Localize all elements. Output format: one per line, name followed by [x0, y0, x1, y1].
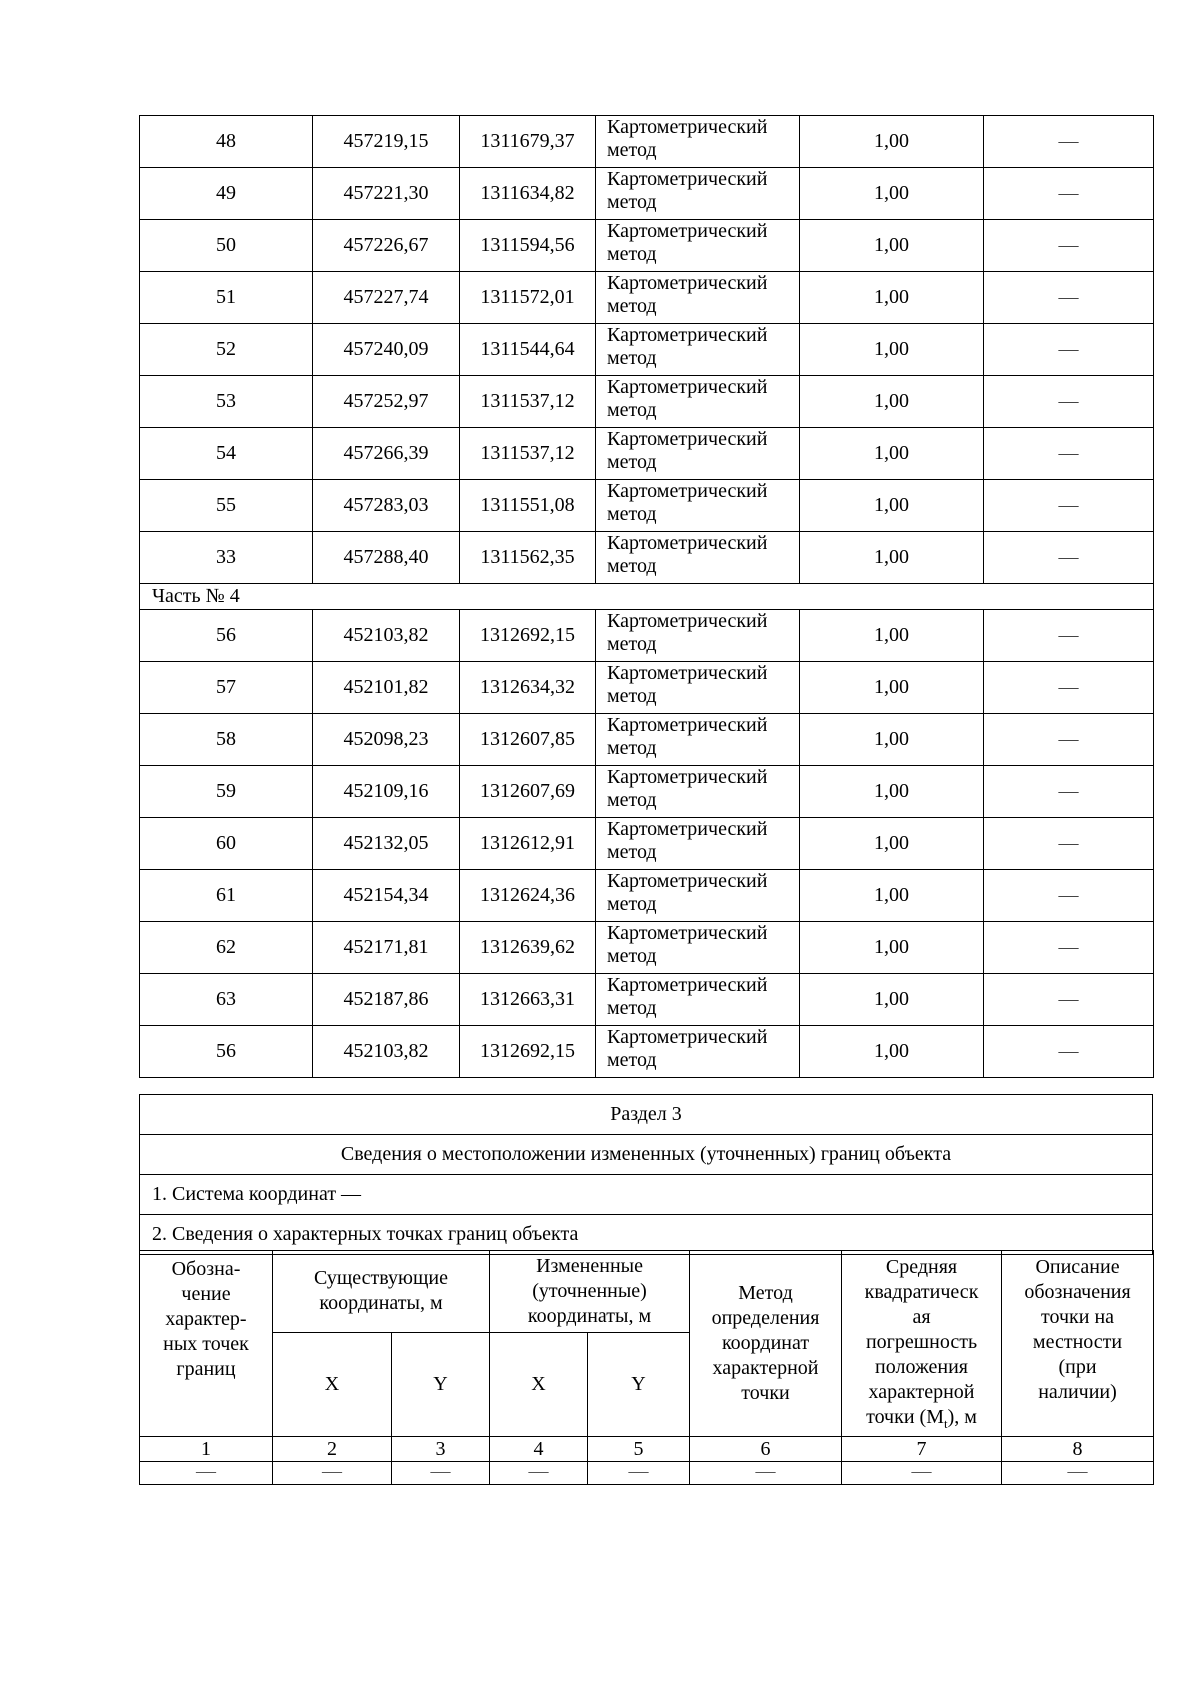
description-cell: —	[984, 1026, 1154, 1078]
accuracy-cell: 1,00	[800, 818, 984, 870]
empty-cell: —	[273, 1462, 392, 1485]
empty-cell: —	[140, 1462, 273, 1485]
method-cell: Картометрический метод	[596, 324, 800, 376]
y-coordinate-cell: 1311634,82	[460, 168, 596, 220]
description-cell: —	[984, 870, 1154, 922]
column-number: 1	[140, 1437, 273, 1462]
table-row	[140, 272, 1154, 324]
accuracy-cell: 1,00	[800, 324, 984, 376]
method-cell: Картометрический метод	[596, 272, 800, 324]
x-coordinate-cell: 452109,16	[313, 766, 460, 818]
method-cell: Картометрический метод	[596, 376, 800, 428]
header-description: Описание обозначения точки на местности (при наличии)	[1002, 1251, 1154, 1437]
y-coordinate-cell: 1311551,08	[460, 480, 596, 532]
accuracy-cell: 1,00	[800, 610, 984, 662]
x-coordinate-cell: 457288,40	[313, 532, 460, 584]
x-coordinate-cell: 457226,67	[313, 220, 460, 272]
x-coordinate-cell: 457266,39	[313, 428, 460, 480]
x-coordinate-cell: 452132,05	[313, 818, 460, 870]
description-cell: —	[984, 480, 1154, 532]
header-changed-y: Y	[588, 1332, 690, 1437]
points-heading: 2. Сведения о характерных точках границ объекта	[140, 1215, 1153, 1255]
description-cell: —	[984, 662, 1154, 714]
y-coordinate-cell: 1311537,12	[460, 376, 596, 428]
header-existing-y: Y	[392, 1332, 490, 1437]
accuracy-cell: 1,00	[800, 974, 984, 1026]
description-cell: —	[984, 220, 1154, 272]
method-cell: Картометрический метод	[596, 1026, 800, 1078]
table-row	[140, 324, 1154, 376]
description-cell: —	[984, 766, 1154, 818]
accuracy-cell: 1,00	[800, 714, 984, 766]
y-coordinate-cell: 1311562,35	[460, 532, 596, 584]
x-coordinate-cell: 452171,81	[313, 922, 460, 974]
section3-title: Раздел 3	[140, 1095, 1153, 1135]
point-number-cell: 49	[140, 168, 313, 220]
method-cell: Картометрический метод	[596, 610, 800, 662]
table-row	[140, 922, 1154, 974]
column-number: 5	[588, 1437, 690, 1462]
table-row	[140, 766, 1154, 818]
description-cell: —	[984, 532, 1154, 584]
point-number-cell: 53	[140, 376, 313, 428]
method-cell: Картометрический метод	[596, 220, 800, 272]
accuracy-cell: 1,00	[800, 376, 984, 428]
header-designation: Обозна- чение характер- ных точек границ	[140, 1251, 273, 1437]
header-method: Метод определения координат характерной точки	[690, 1251, 842, 1437]
y-coordinate-cell: 1311679,37	[460, 116, 596, 168]
table-row	[140, 974, 1154, 1026]
description-cell: —	[984, 428, 1154, 480]
point-number-cell: 60	[140, 818, 313, 870]
section3-subtitle: Сведения о местоположении измененных (уточненных) границ объекта	[140, 1135, 1153, 1175]
y-coordinate-cell: 1312607,85	[460, 714, 596, 766]
empty-cell: —	[490, 1462, 588, 1485]
point-number-cell: 56	[140, 610, 313, 662]
accuracy-cell: 1,00	[800, 428, 984, 480]
accuracy-cell: 1,00	[800, 532, 984, 584]
column-number: 2	[273, 1437, 392, 1462]
accuracy-cell: 1,00	[800, 116, 984, 168]
point-number-cell: 57	[140, 662, 313, 714]
method-cell: Картометрический метод	[596, 428, 800, 480]
y-coordinate-cell: 1311544,64	[460, 324, 596, 376]
header-accuracy	[842, 1251, 1002, 1437]
x-coordinate-cell: 457240,09	[313, 324, 460, 376]
point-number-cell: 56	[140, 1026, 313, 1078]
table-row	[140, 116, 1154, 168]
table-row	[140, 376, 1154, 428]
x-coordinate-cell: 457227,74	[313, 272, 460, 324]
description-cell: —	[984, 974, 1154, 1026]
method-cell: Картометрический метод	[596, 662, 800, 714]
y-coordinate-cell: 1312634,32	[460, 662, 596, 714]
description-cell: —	[984, 168, 1154, 220]
point-number-cell: 48	[140, 116, 313, 168]
accuracy-cell: 1,00	[800, 766, 984, 818]
x-coordinate-cell: 452098,23	[313, 714, 460, 766]
point-number-cell: 55	[140, 480, 313, 532]
empty-cell: —	[1002, 1462, 1154, 1485]
column-number: 4	[490, 1437, 588, 1462]
header-existing-x: X	[273, 1332, 392, 1437]
y-coordinate-cell: 1312612,91	[460, 818, 596, 870]
empty-cell: —	[392, 1462, 490, 1485]
method-cell: Картометрический метод	[596, 116, 800, 168]
y-coordinate-cell: 1311572,01	[460, 272, 596, 324]
method-cell: Картометрический метод	[596, 480, 800, 532]
empty-cell: —	[842, 1462, 1002, 1485]
y-coordinate-cell: 1312607,69	[460, 766, 596, 818]
point-number-cell: 52	[140, 324, 313, 376]
x-coordinate-cell: 457283,03	[313, 480, 460, 532]
header-changed: Измененные (уточненные) координаты, м	[490, 1251, 690, 1333]
column-number: 8	[1002, 1437, 1154, 1462]
header-changed-x: X	[490, 1332, 588, 1437]
accuracy-cell: 1,00	[800, 480, 984, 532]
method-cell: Картометрический метод	[596, 818, 800, 870]
y-coordinate-cell: 1312692,15	[460, 1026, 596, 1078]
column-numbers-row	[140, 1437, 1154, 1462]
accuracy-cell: 1,00	[800, 220, 984, 272]
description-cell: —	[984, 376, 1154, 428]
point-number-cell: 50	[140, 220, 313, 272]
x-coordinate-cell: 457219,15	[313, 116, 460, 168]
method-cell: Картометрический метод	[596, 974, 800, 1026]
point-number-cell: 51	[140, 272, 313, 324]
point-number-cell: 58	[140, 714, 313, 766]
point-number-cell: 33	[140, 532, 313, 584]
x-coordinate-cell: 457221,30	[313, 168, 460, 220]
description-cell: —	[984, 116, 1154, 168]
header-existing: Существующие координаты, м	[273, 1251, 490, 1333]
accuracy-cell: 1,00	[800, 662, 984, 714]
x-coordinate-cell: 452103,82	[313, 1026, 460, 1078]
accuracy-cell: 1,00	[800, 168, 984, 220]
y-coordinate-cell: 1312624,36	[460, 870, 596, 922]
method-cell: Картометрический метод	[596, 922, 800, 974]
accuracy-cell: 1,00	[800, 922, 984, 974]
method-cell: Картометрический метод	[596, 532, 800, 584]
accuracy-cell: 1,00	[800, 272, 984, 324]
x-coordinate-cell: 457252,97	[313, 376, 460, 428]
table-row	[140, 870, 1154, 922]
method-cell: Картометрический метод	[596, 168, 800, 220]
description-cell: —	[984, 922, 1154, 974]
method-cell: Картометрический метод	[596, 766, 800, 818]
y-coordinate-cell: 1311594,56	[460, 220, 596, 272]
table-row	[140, 662, 1154, 714]
part-heading-row	[140, 584, 1154, 610]
table-row	[140, 428, 1154, 480]
empty-cell: —	[588, 1462, 690, 1485]
table-row	[140, 1026, 1154, 1078]
point-number-cell: 62	[140, 922, 313, 974]
table-row	[140, 818, 1154, 870]
header-accuracy-unit: ), м	[947, 1406, 977, 1428]
coordinates-table	[139, 115, 1154, 1078]
empty-data-row	[140, 1462, 1154, 1485]
point-number-cell: 61	[140, 870, 313, 922]
table-row	[140, 480, 1154, 532]
description-cell: —	[984, 714, 1154, 766]
x-coordinate-cell: 452187,86	[313, 974, 460, 1026]
table-row	[140, 220, 1154, 272]
column-number: 7	[842, 1437, 1002, 1462]
accuracy-cell: 1,00	[800, 1026, 984, 1078]
y-coordinate-cell: 1312639,62	[460, 922, 596, 974]
table-row	[140, 714, 1154, 766]
column-number: 3	[392, 1437, 490, 1462]
header-accuracy-text: Средняя квадратическ ая погрешность положения характерной точки (M	[864, 1256, 979, 1428]
coord-system-line: 1. Система координат —	[140, 1175, 1153, 1215]
method-cell: Картометрический метод	[596, 870, 800, 922]
part-heading: Часть № 4	[140, 584, 1154, 610]
empty-cell: —	[690, 1462, 842, 1485]
x-coordinate-cell: 452101,82	[313, 662, 460, 714]
table-row	[140, 610, 1154, 662]
y-coordinate-cell: 1312663,31	[460, 974, 596, 1026]
accuracy-cell: 1,00	[800, 870, 984, 922]
table-row	[140, 532, 1154, 584]
method-cell: Картометрический метод	[596, 714, 800, 766]
column-number: 6	[690, 1437, 842, 1462]
point-number-cell: 63	[140, 974, 313, 1026]
description-cell: —	[984, 818, 1154, 870]
header-accuracy-subscript: t	[943, 1416, 948, 1431]
description-cell: —	[984, 610, 1154, 662]
x-coordinate-cell: 452103,82	[313, 610, 460, 662]
section3-points-table	[139, 1250, 1154, 1485]
section3-table	[139, 1094, 1153, 1255]
x-coordinate-cell: 452154,34	[313, 870, 460, 922]
point-number-cell: 54	[140, 428, 313, 480]
description-cell: —	[984, 324, 1154, 376]
table-row	[140, 168, 1154, 220]
y-coordinate-cell: 1311537,12	[460, 428, 596, 480]
point-number-cell: 59	[140, 766, 313, 818]
description-cell: —	[984, 272, 1154, 324]
y-coordinate-cell: 1312692,15	[460, 610, 596, 662]
